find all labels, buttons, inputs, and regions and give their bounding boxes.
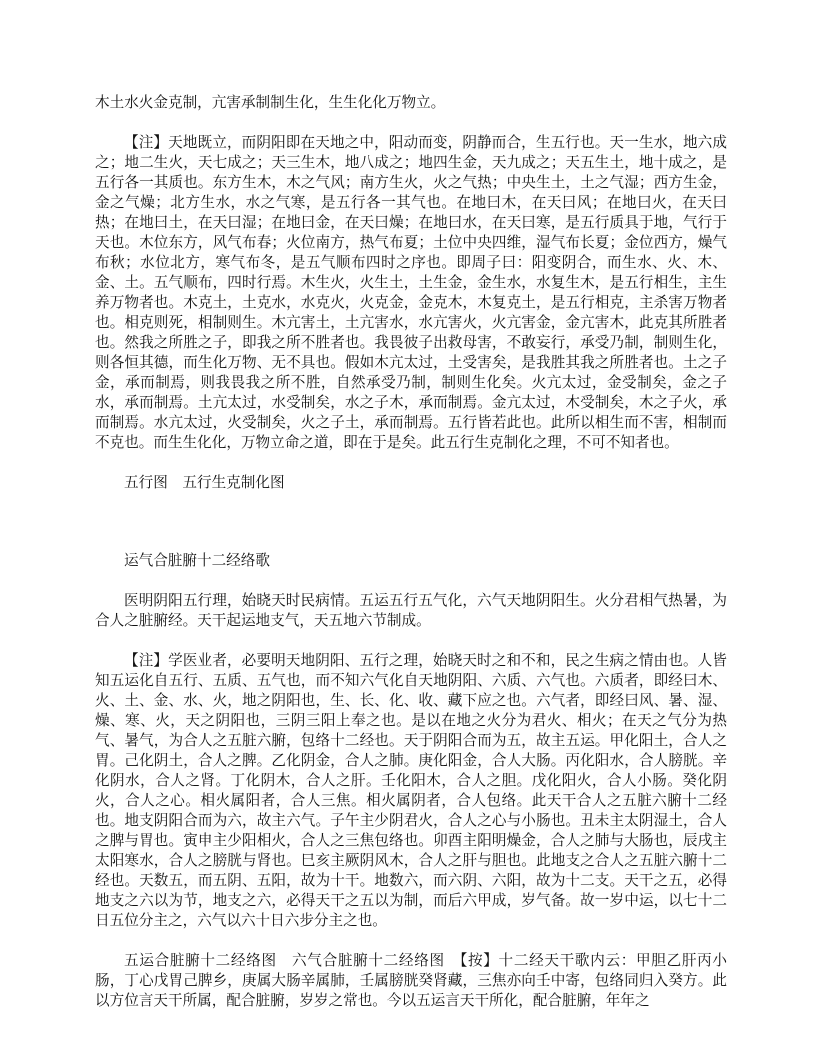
paragraph-spacer — [95, 631, 727, 651]
annotation-paragraph: 【注】天地既立，而阴阳即在天地之中，阳动而变，阴静而合，生五行也。天一生水，地六成之；地二生火，天七成之；天三生木，地八成之；地四生金，天九成之；天五生土，地十成之，是五行各一其质也。东方生木，木之气风；南方生火，火之气热；中央生土，土之气湿；西方生金，金之气燥；北方生水，水之气寒，是五行各一其气也。在地曰木，在天曰风；在地曰火，在天曰热；在地曰土，在天曰湿；在地曰金，在天曰燥；在地曰水，在天曰寒，是五行质具于地，气行于天也。木位东方，风气布春；火位南方，热气布夏；土位中央四维，湿气布长夏；金位西方，燥气布秋；水位北方，寒气布冬，是五气顺布四时之序也。即周子曰：阳变阴合，而生水、火、木、金、土。五气顺布，四时行焉。木生火，火生土，土生金，金生水，水复生木，是五行相生，主生养万物者也。木克土，土克水，水克火，火克金，金克木，木复克土，是五行相克，主杀害万物者也。相克则死，相制则生。木亢害土，土亢害水，水亢害火，火亢害金，金亢害木，此克其所胜者也。然我之所胜之子，即我之所不胜者也。我畏彼子出救母害，不敢妄行，承受乃制，制则生化，则各恒其德，而生化万物、无不具也。假如木亢太过，土受害矣，是我胜其我之所胜者也。土之子金，承而制焉，则我畏我之所不胜，自然承受乃制，制则生化矣。火亢太过，金受制矣，金之子水，承而制焉。土亢太过，水受制矣，水之子木，承而制焉。金亢太过，木受制矣，木之子火，承而制焉。水亢太过，火受制矣，火之子土，承而制焉。五行皆若此也。此所以相生而不害，相制而不克也。而生生化化，万物立命之道，即在于是矣。此五行生克制化之理，不可不知者也。 — [95, 134, 727, 451]
document-page — [95, 93, 727, 1011]
paragraph-spacer — [95, 931, 727, 951]
song-verse-paragraph: 医明阴阳五行理，始晓天时民病情。五运五行五气化，六气天地阴阳生。火分君相气热暑，为合人之脏腑经。天干起运地支气，天五地六节制成。 — [95, 592, 727, 629]
paragraph-spacer — [95, 113, 727, 133]
verse-line: 木土水火金克制，亢害承制制生化，生生化化万物立。 — [95, 94, 446, 111]
section-title: 运气合脏腑十二经络歌 — [124, 552, 270, 569]
figure-caption-with-note: 五运合脏腑十二经络图 六气合脏腑十二经络图 【按】十二经天干歌内云：甲胆乙肝丙小肠，丁心戊胃己脾乡，庚属大肠辛属肺，壬属膀胱癸肾藏，三焦亦向壬中寄，包络同归入癸方。此以方位言天干所属，配合脏腑，岁岁之常也。今以五运言天干所化，配合脏腑，年年之 — [95, 952, 727, 1009]
annotation-paragraph: 【注】学医业者，必要明天地阴阳、五行之理，始晓天时之和不和，民之生病之情由也。人皆知五运化自五行、五质、五气也，而不知六气化自天地阴阳、六质、六气也。六质者，即经曰木、火、土、金、水、火，地之阴阳也，生、长、化、收、藏下应之也。六气者，即经曰风、暑、湿、燥、寒、火，天之阴阳也，三阴三阳上奉之也。是以在地之火分为君火、相火；在天之气分为热气、暑气，为合人之五脏六腑，包络十二经也。天于阴阳合而为五，故主五运。甲化阳土，合人之胃。己化阴土，合人之脾。乙化阴金，合人之肺。庚化阳金，合人大肠。丙化阳水，合人膀胱。辛化阴水，合人之肾。丁化阴木，合人之肝。壬化阳木，合人之胆。戊化阳火，合人小肠。癸化阴火，合人之心。相火属阳者，合人三焦。相火属阴者，合人包络。此天干合人之五脏六腑十二经也。地支阴阳合而为六，故主六气。子午主少阴君火，合人之心与小肠也。丑未主太阴湿土，合人之脾与胃也。寅申主少阳相火，合人之三焦包络也。卯酉主阳明燥金，合人之肺与大肠也，辰戌主太阳寒水，合人之膀胱与肾也。巳亥主厥阴风木，合人之肝与胆也。此地支之合人之五脏六腑十二经也。天数五，而五阴、五阳，故为十干。地数六，而六阴、六阳，故为十二支。天干之五，必得地支之六以为节，地支之六，必得天干之五以为制，而后六甲成，岁气备。故一岁中运，以七十二日五位分主之，六气以六十日六步分主之也。 — [95, 652, 727, 929]
figure-caption: 五行图 五行生克制化图 — [124, 474, 285, 491]
paragraph-spacer — [95, 571, 727, 591]
figure-placeholder — [95, 493, 727, 551]
paragraph-spacer — [95, 453, 727, 473]
